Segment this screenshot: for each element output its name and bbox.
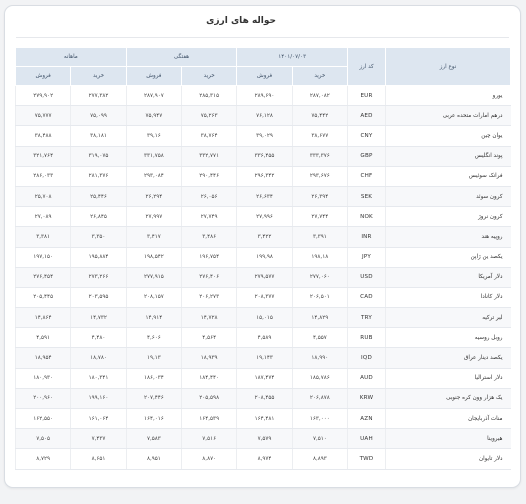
monthly-sell-value: ۱۸۰,۹۳۰ <box>16 368 71 388</box>
monthly-buy-value: ۲۷۳,۲۶۶ <box>71 267 126 287</box>
weekly-buy-value: ۸,۸۷۰ <box>182 449 237 469</box>
date-buy-value: ۲۰۶,۸۷۸ <box>292 388 347 408</box>
monthly-sell-value: ۲۷,۰۸۹ <box>16 207 71 227</box>
monthly-buy-value: ۸,۶۵۱ <box>71 449 126 469</box>
monthly-buy-value: ۲۰۳,۵۹۵ <box>71 287 126 307</box>
monthly-buy-value: ۱۴,۷۳۲ <box>71 308 126 328</box>
header-currency-code[interactable]: کد ارز <box>348 48 386 86</box>
currency-name: درهم امارات متحده عربی <box>386 106 511 126</box>
monthly-sell-value: ۷,۵۰۵ <box>16 429 71 449</box>
date-buy-value: ۸,۸۹۳ <box>292 449 347 469</box>
currency-code: TRY <box>348 308 386 328</box>
currency-name: یکصد ین ژاپن <box>386 247 511 267</box>
currency-code: EUR <box>348 86 386 106</box>
monthly-buy-value: ۱۹۵,۸۸۴ <box>71 247 126 267</box>
page-title: حواله های ارزی <box>206 16 276 26</box>
monthly-sell-value: ۱۴,۸۶۴ <box>16 308 71 328</box>
date-buy-value: ۳۸,۶۷۷ <box>292 126 347 146</box>
currency-code: AED <box>348 106 386 126</box>
table-row <box>16 348 511 368</box>
weekly-buy-value: ۲۹۰,۴۴۶ <box>182 166 237 186</box>
monthly-sell-value: ۷۵,۷۷۷ <box>16 106 71 126</box>
currency-name: روپیه هند <box>386 227 511 247</box>
card-header <box>16 12 509 38</box>
date-buy-value: ۳۳۳,۳۷۶ <box>292 146 347 166</box>
currency-code: CAD <box>348 287 386 307</box>
table-row <box>16 106 511 126</box>
table-row <box>16 388 511 408</box>
currency-code: RUB <box>348 328 386 348</box>
currency-name: دلار کانادا <box>386 287 511 307</box>
header-date-sell[interactable]: فروش <box>237 67 292 86</box>
monthly-sell-value: ۸,۷۲۹ <box>16 449 71 469</box>
weekly-sell-value: ۳۹,۱۶ <box>126 126 181 146</box>
currency-name: یورو <box>386 86 511 106</box>
currency-name: کرون سوئد <box>386 186 511 206</box>
date-sell-value: ۷۶,۱۲۸ <box>237 106 292 126</box>
weekly-buy-value: ۲۸۵,۳۱۵ <box>182 86 237 106</box>
weekly-buy-value: ۴,۵۶۴ <box>182 328 237 348</box>
monthly-sell-value: ۳۲۱,۷۶۴ <box>16 146 71 166</box>
table-row <box>16 186 511 206</box>
header-currency-type[interactable]: نوع ارز <box>386 48 511 86</box>
weekly-buy-value: ۳,۴۸۶ <box>182 227 237 247</box>
date-sell-value: ۲۸۹,۶۹۰ <box>237 86 292 106</box>
date-sell-value: ۳,۴۲۲ <box>237 227 292 247</box>
weekly-buy-value: ۲۷,۷۴۹ <box>182 207 237 227</box>
currency-code: AUD <box>348 368 386 388</box>
currency-code: IQD <box>348 348 386 368</box>
weekly-sell-value: ۱۶۴,۰۱۶ <box>126 409 181 429</box>
weekly-buy-value: ۳۸,۷۶۴ <box>182 126 237 146</box>
weekly-buy-value: ۲۰۶,۲۷۳ <box>182 287 237 307</box>
monthly-sell-value: ۲۵,۷۰۸ <box>16 186 71 206</box>
weekly-buy-value: ۳۳۲,۷۷۱ <box>182 146 237 166</box>
date-buy-value: ۱۹۸,۱۸ <box>292 247 347 267</box>
date-buy-value: ۲۸۷,۰۸۲ <box>292 86 347 106</box>
currency-name: یک هزار وون کره جنوبی <box>386 388 511 408</box>
table-row <box>16 126 511 146</box>
currency-name: لیر ترکیه <box>386 308 511 328</box>
header-monthly-sell[interactable]: فروش <box>16 67 71 86</box>
weekly-buy-value: ۱۶۴,۵۳۹ <box>182 409 237 429</box>
currency-name: دلار استرالیا <box>386 368 511 388</box>
table-row <box>16 409 511 429</box>
monthly-sell-value: ۱۶۲,۵۵۰ <box>16 409 71 429</box>
currency-name: دلار تایوان <box>386 449 511 469</box>
weekly-sell-value: ۲۹۳,۰۸۴ <box>126 166 181 186</box>
table-row <box>16 429 511 449</box>
header-monthly-group[interactable]: ماهانه <box>16 48 127 67</box>
currency-code: NOK <box>348 207 386 227</box>
date-sell-value: ۱۹۹,۹۸ <box>237 247 292 267</box>
weekly-sell-value: ۱۹,۱۳ <box>126 348 181 368</box>
monthly-buy-value: ۱۹۹,۱۶۰ <box>71 388 126 408</box>
date-sell-value: ۸,۹۷۴ <box>237 449 292 469</box>
table-row <box>16 328 511 348</box>
monthly-buy-value: ۲۶,۸۴۵ <box>71 207 126 227</box>
rates-table-body <box>16 86 511 470</box>
date-sell-value: ۲۶,۶۳۴ <box>237 186 292 206</box>
date-sell-value: ۲۰۸,۳۷۷ <box>237 287 292 307</box>
weekly-sell-value: ۱۹۸,۵۴۲ <box>126 247 181 267</box>
date-buy-value: ۷,۵۱۰ <box>292 429 347 449</box>
header-date-group[interactable]: ۱۴۰۱/۰۷/۰۳ <box>237 48 348 67</box>
date-buy-value: ۱۶۳,۰۰۰ <box>292 409 347 429</box>
monthly-buy-value: ۷۵,۰۹۹ <box>71 106 126 126</box>
date-buy-value: ۱۴,۸۲۹ <box>292 308 347 328</box>
weekly-sell-value: ۲۰۸,۱۵۷ <box>126 287 181 307</box>
date-buy-value: ۱۸,۹۹۰ <box>292 348 347 368</box>
currency-code: GBP <box>348 146 386 166</box>
weekly-buy-value: ۲۰۵,۵۹۸ <box>182 388 237 408</box>
date-sell-value: ۱۵,۰۱۵ <box>237 308 292 328</box>
date-sell-value: ۱۹,۱۴۳ <box>237 348 292 368</box>
weekly-sell-value: ۴,۶۰۶ <box>126 328 181 348</box>
date-sell-value: ۳۹,۰۲۹ <box>237 126 292 146</box>
currency-code: CHF <box>348 166 386 186</box>
monthly-sell-value: ۲۸۶,۰۳۳ <box>16 166 71 186</box>
weekly-buy-value: ۱۹۶,۷۵۴ <box>182 247 237 267</box>
table-row <box>16 146 511 166</box>
monthly-buy-value: ۳۱۹,۰۷۵ <box>71 146 126 166</box>
header-weekly-group[interactable]: هفتگی <box>126 48 237 67</box>
rates-table-container <box>16 47 511 470</box>
exchange-card <box>4 5 521 488</box>
date-sell-value: ۲۹۶,۳۴۲ <box>237 166 292 186</box>
currency-code: KRW <box>348 388 386 408</box>
date-buy-value: ۱۸۵,۷۸۶ <box>292 368 347 388</box>
currency-code: UAH <box>348 429 386 449</box>
currency-name: یکصد دینار عراق <box>386 348 511 368</box>
weekly-buy-value: ۱۸,۹۳۹ <box>182 348 237 368</box>
monthly-sell-value: ۲۰۵,۴۴۵ <box>16 287 71 307</box>
monthly-sell-value: ۴,۵۹۱ <box>16 328 71 348</box>
currency-name: پوند انگلیس <box>386 146 511 166</box>
date-buy-value: ۳,۳۹۱ <box>292 227 347 247</box>
weekly-sell-value: ۱۴,۹۱۴ <box>126 308 181 328</box>
weekly-buy-value: ۲۷۶,۴۰۶ <box>182 267 237 287</box>
weekly-buy-value: ۷۵,۲۶۳ <box>182 106 237 126</box>
monthly-buy-value: ۴,۴۸۰ <box>71 328 126 348</box>
header-weekly-sell[interactable]: فروش <box>126 67 181 86</box>
date-sell-value: ۲۷,۹۹۶ <box>237 207 292 227</box>
table-row <box>16 308 511 328</box>
date-buy-value: ۲۷,۷۴۴ <box>292 207 347 227</box>
weekly-buy-value: ۲۶,۰۵۶ <box>182 186 237 206</box>
currency-name: یوان چین <box>386 126 511 146</box>
weekly-buy-value: ۱۸۴,۴۴۰ <box>182 368 237 388</box>
currency-code: TWD <box>348 449 386 469</box>
weekly-sell-value: ۳۳۱,۷۵۸ <box>126 146 181 166</box>
date-sell-value: ۲۰۸,۴۵۵ <box>237 388 292 408</box>
monthly-buy-value: ۲۷۷,۳۸۲ <box>71 86 126 106</box>
currency-code: SEK <box>348 186 386 206</box>
table-row <box>16 267 511 287</box>
date-sell-value: ۷,۵۷۹ <box>237 429 292 449</box>
weekly-buy-value: ۱۴,۷۲۸ <box>182 308 237 328</box>
date-buy-value: ۲۰۶,۵۰۱ <box>292 287 347 307</box>
monthly-sell-value: ۱۸,۹۵۴ <box>16 348 71 368</box>
monthly-sell-value: ۲۰۰,۹۶۰ <box>16 388 71 408</box>
date-sell-value: ۲۷۹,۵۷۷ <box>237 267 292 287</box>
weekly-sell-value: ۲۶,۲۹۴ <box>126 186 181 206</box>
table-row <box>16 166 511 186</box>
table-row <box>16 287 511 307</box>
currency-code: AZN <box>348 409 386 429</box>
table-row <box>16 247 511 267</box>
monthly-buy-value: ۱۸۰,۳۴۱ <box>71 368 126 388</box>
monthly-sell-value: ۱۹۷,۱۵۰ <box>16 247 71 267</box>
monthly-buy-value: ۱۸,۷۸۰ <box>71 348 126 368</box>
currency-code: INR <box>348 227 386 247</box>
date-buy-value: ۷۵,۴۴۲ <box>292 106 347 126</box>
date-buy-value: ۲۷۷,۰۶۰ <box>292 267 347 287</box>
weekly-sell-value: ۳,۴۱۷ <box>126 227 181 247</box>
monthly-buy-value: ۲۸۱,۳۷۶ <box>71 166 126 186</box>
weekly-sell-value: ۷,۵۸۳ <box>126 429 181 449</box>
weekly-sell-value: ۲۰۷,۴۴۶ <box>126 388 181 408</box>
table-row <box>16 449 511 469</box>
weekly-sell-value: ۲۷۷,۹۱۵ <box>126 267 181 287</box>
weekly-buy-value: ۷,۵۱۶ <box>182 429 237 449</box>
table-row <box>16 227 511 247</box>
weekly-sell-value: ۱۸۶,۰۳۴ <box>126 368 181 388</box>
weekly-sell-value: ۷۵,۹۴۷ <box>126 106 181 126</box>
currency-name: هیروینا <box>386 429 511 449</box>
header-date-buy[interactable]: خرید <box>292 67 347 86</box>
table-row <box>16 86 511 106</box>
date-sell-value: ۴,۵۸۹ <box>237 328 292 348</box>
monthly-sell-value: ۲۷۶,۴۵۴ <box>16 267 71 287</box>
header-monthly-buy[interactable]: خرید <box>71 67 126 86</box>
date-sell-value: ۱۸۷,۴۷۴ <box>237 368 292 388</box>
monthly-sell-value: ۳,۳۸۱ <box>16 227 71 247</box>
date-buy-value: ۲۹۳,۶۷۶ <box>292 166 347 186</box>
date-sell-value: ۳۳۶,۴۵۵ <box>237 146 292 166</box>
date-buy-value: ۴,۵۵۷ <box>292 328 347 348</box>
weekly-sell-value: ۲۷,۹۹۷ <box>126 207 181 227</box>
date-buy-value: ۲۶,۳۹۴ <box>292 186 347 206</box>
monthly-buy-value: ۲۵,۴۴۶ <box>71 186 126 206</box>
header-row-groups <box>16 48 511 67</box>
currency-code: JPY <box>348 247 386 267</box>
monthly-buy-value: ۳,۳۵۰ <box>71 227 126 247</box>
currency-code: CNY <box>348 126 386 146</box>
currency-name: فرانک سوئیس <box>386 166 511 186</box>
currency-name: روبل روسیه <box>386 328 511 348</box>
monthly-sell-value: ۲۷۹,۹۰۲ <box>16 86 71 106</box>
monthly-buy-value: ۷,۴۳۷ <box>71 429 126 449</box>
weekly-sell-value: ۲۸۷,۹۰۷ <box>126 86 181 106</box>
currency-name: دلار آمریکا <box>386 267 511 287</box>
header-weekly-buy[interactable]: خرید <box>182 67 237 86</box>
monthly-buy-value: ۱۶۱,۰۶۴ <box>71 409 126 429</box>
monthly-sell-value: ۳۸,۴۸۸ <box>16 126 71 146</box>
weekly-sell-value: ۸,۹۵۱ <box>126 449 181 469</box>
table-row <box>16 207 511 227</box>
currency-name: کرون نروژ <box>386 207 511 227</box>
rates-table <box>15 47 511 470</box>
currency-name: منات آذربایجان <box>386 409 511 429</box>
monthly-buy-value: ۳۸,۱۸۱ <box>71 126 126 146</box>
currency-code: USD <box>348 267 386 287</box>
date-sell-value: ۱۶۴,۴۸۱ <box>237 409 292 429</box>
table-row <box>16 368 511 388</box>
